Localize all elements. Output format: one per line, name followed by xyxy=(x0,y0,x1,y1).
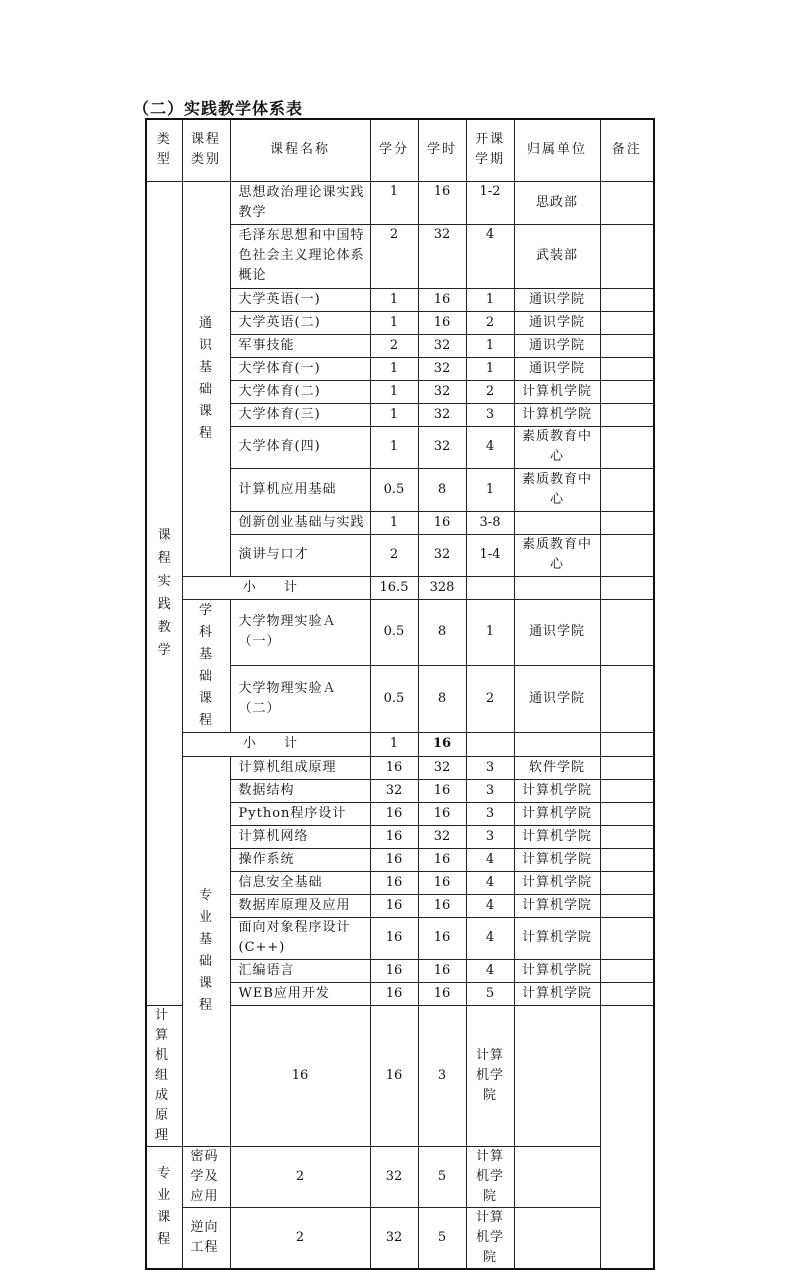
remarks-cell xyxy=(600,426,654,468)
unit-cell: 思政部 xyxy=(514,181,600,224)
course-name: 计算机网络 xyxy=(230,825,370,848)
remarks-cell xyxy=(600,802,654,825)
credit-cell: 2 xyxy=(370,224,418,288)
remarks-cell xyxy=(600,756,654,779)
subtotal-remarks xyxy=(600,576,654,599)
course-name: WEB应用开发 xyxy=(230,982,370,1005)
semester-cell: 5 xyxy=(466,982,514,1005)
semester-cell: 1 xyxy=(466,357,514,380)
subtotal-hours: 328 xyxy=(418,576,466,599)
hours-cell: 32 xyxy=(418,380,466,403)
semester-cell: 5 xyxy=(418,1207,466,1269)
semester-cell: 3 xyxy=(466,779,514,802)
remarks-cell xyxy=(514,1005,600,1146)
remarks-cell xyxy=(514,1146,600,1207)
credit-cell: 2 xyxy=(370,334,418,357)
hours-cell: 32 xyxy=(418,357,466,380)
credit-cell: 16 xyxy=(370,848,418,871)
unit-cell: 计算机学院 xyxy=(514,380,600,403)
table-row xyxy=(146,181,654,224)
remarks-cell xyxy=(600,534,654,576)
header-hours: 学时 xyxy=(418,119,466,181)
course-name: 数据库原理及应用 xyxy=(230,894,370,917)
semester-cell: 4 xyxy=(466,848,514,871)
credit-cell: 16 xyxy=(370,982,418,1005)
credit-cell: 2 xyxy=(230,1146,370,1207)
semester-cell: 1 xyxy=(466,599,514,666)
hours-cell: 32 xyxy=(418,224,466,288)
credit-cell: 16 xyxy=(370,825,418,848)
subtotal-semester xyxy=(466,576,514,599)
credit-cell: 1 xyxy=(370,181,418,224)
credit-cell: 1 xyxy=(370,357,418,380)
hours-cell: 16 xyxy=(418,288,466,311)
hours-cell: 16 xyxy=(418,311,466,334)
course-name: 大学物理实验Ａ（二） xyxy=(230,666,370,733)
header-type: 类型 xyxy=(146,119,182,181)
course-name: 大学体育(二) xyxy=(230,380,370,403)
credit-cell: 16 xyxy=(370,871,418,894)
semester-cell: 1-2 xyxy=(466,181,514,224)
hours-cell: 16 xyxy=(418,917,466,959)
semester-cell: 4 xyxy=(466,224,514,288)
course-name: 计算机应用基础 xyxy=(230,468,370,511)
remarks-cell xyxy=(600,511,654,534)
semester-cell: 3 xyxy=(466,756,514,779)
table-row xyxy=(146,1146,654,1207)
subtotal-label: 小 计 xyxy=(182,576,370,599)
unit-cell: 计算机学院 xyxy=(514,825,600,848)
course-name: 大学体育(四) xyxy=(230,426,370,468)
semester-cell: 3 xyxy=(418,1005,466,1146)
course-name: 数据结构 xyxy=(230,779,370,802)
subtotal-semester xyxy=(466,732,514,756)
unit-cell: 计算机学院 xyxy=(466,1146,514,1207)
credit-cell: 16 xyxy=(370,802,418,825)
subtotal-row xyxy=(146,576,654,599)
category-major-basic: 专业基础课程 xyxy=(182,756,230,1146)
credit-cell: 1 xyxy=(370,288,418,311)
unit-cell: 软件学院 xyxy=(514,756,600,779)
remarks-cell xyxy=(600,871,654,894)
course-name: 信息安全基础 xyxy=(230,871,370,894)
unit-cell: 计算机学院 xyxy=(514,917,600,959)
subtotal-label: 小 计 xyxy=(182,732,370,756)
header-row xyxy=(146,119,654,181)
course-name: 演讲与口才 xyxy=(230,534,370,576)
course-name: Python程序设计 xyxy=(230,802,370,825)
unit-cell: 通识学院 xyxy=(514,666,600,733)
hours-cell: 8 xyxy=(418,666,466,733)
semester-cell: 1 xyxy=(466,334,514,357)
hours-cell: 32 xyxy=(418,534,466,576)
course-name: 计算机组成原理 xyxy=(146,1005,182,1146)
credit-cell: 2 xyxy=(370,534,418,576)
credit-cell: 16 xyxy=(370,756,418,779)
subtotal-row xyxy=(146,732,654,756)
type-cell: 课程实践教学 xyxy=(146,181,182,1005)
unit-cell: 素质教育中心 xyxy=(514,426,600,468)
credit-cell: 1 xyxy=(370,511,418,534)
course-name: 毛泽东思想和中国特色社会主义理论体系概论 xyxy=(230,224,370,288)
unit-cell: 通识学院 xyxy=(514,334,600,357)
category-general: 通识基础课程 xyxy=(182,181,230,576)
credit-cell: 16 xyxy=(230,1005,370,1146)
unit-cell: 通识学院 xyxy=(514,311,600,334)
semester-cell: 4 xyxy=(466,894,514,917)
hours-cell: 32 xyxy=(370,1146,418,1207)
semester-cell: 4 xyxy=(466,917,514,959)
course-name: 面向对象程序设计(C++) xyxy=(230,917,370,959)
unit-cell: 计算机学院 xyxy=(514,779,600,802)
hours-cell: 8 xyxy=(418,468,466,511)
unit-cell: 计算机学院 xyxy=(514,802,600,825)
unit-cell xyxy=(514,511,600,534)
credit-cell: 1 xyxy=(370,403,418,426)
unit-cell: 通识学院 xyxy=(514,288,600,311)
unit-cell: 素质教育中心 xyxy=(514,468,600,511)
hours-cell: 32 xyxy=(418,756,466,779)
credit-cell: 2 xyxy=(230,1207,370,1269)
subtotal-unit xyxy=(514,576,600,599)
hours-cell: 32 xyxy=(418,403,466,426)
remarks-cell xyxy=(600,380,654,403)
remarks-cell xyxy=(600,599,654,666)
unit-cell: 通识学院 xyxy=(514,357,600,380)
unit-cell: 计算机学院 xyxy=(514,871,600,894)
unit-cell: 计算机学院 xyxy=(514,894,600,917)
hours-cell: 32 xyxy=(370,1207,418,1269)
hours-cell: 16 xyxy=(418,511,466,534)
subtotal-credit: 1 xyxy=(370,732,418,756)
remarks-cell xyxy=(600,288,654,311)
remarks-cell xyxy=(600,825,654,848)
remarks-cell xyxy=(600,779,654,802)
course-name: 军事技能 xyxy=(230,334,370,357)
hours-cell: 32 xyxy=(418,825,466,848)
credit-cell: 16 xyxy=(370,959,418,982)
semester-cell: 2 xyxy=(466,380,514,403)
course-name: 汇编语言 xyxy=(230,959,370,982)
semester-cell: 2 xyxy=(466,311,514,334)
course-name: 操作系统 xyxy=(230,848,370,871)
unit-cell: 计算机学院 xyxy=(514,848,600,871)
hours-cell: 16 xyxy=(418,982,466,1005)
credit-cell: 1 xyxy=(370,380,418,403)
hours-cell: 8 xyxy=(418,599,466,666)
category-major: 专业课程 xyxy=(146,1146,182,1269)
course-name: 计算机组成原理 xyxy=(230,756,370,779)
course-name: 大学体育(一) xyxy=(230,357,370,380)
unit-cell: 计算机学院 xyxy=(514,982,600,1005)
hours-cell: 16 xyxy=(418,181,466,224)
credit-cell: 16 xyxy=(370,917,418,959)
credit-cell: 16 xyxy=(370,894,418,917)
unit-cell: 计算机学院 xyxy=(514,403,600,426)
table-row xyxy=(146,756,654,779)
course-name: 逆向工程 xyxy=(182,1207,230,1269)
semester-cell: 1 xyxy=(466,468,514,511)
course-name: 密码学及应用 xyxy=(182,1146,230,1207)
remarks-cell xyxy=(600,917,654,959)
semester-cell: 5 xyxy=(418,1146,466,1207)
course-name: 大学英语(二) xyxy=(230,311,370,334)
course-name: 大学英语(一) xyxy=(230,288,370,311)
credit-cell: 1 xyxy=(370,426,418,468)
course-name: 创新创业基础与实践 xyxy=(230,511,370,534)
page-title: （二）实践教学体系表 xyxy=(133,99,304,118)
hours-cell: 16 xyxy=(418,779,466,802)
semester-cell: 3 xyxy=(466,403,514,426)
hours-cell: 16 xyxy=(418,871,466,894)
semester-cell: 1 xyxy=(466,288,514,311)
hours-cell: 16 xyxy=(370,1005,418,1146)
remarks-cell xyxy=(600,311,654,334)
remarks-cell xyxy=(600,959,654,982)
table-row xyxy=(146,1207,654,1269)
hours-cell: 16 xyxy=(418,894,466,917)
subtotal-hours: 16 xyxy=(418,732,466,756)
course-name: 大学体育(三) xyxy=(230,403,370,426)
remarks-cell xyxy=(600,403,654,426)
credit-cell: 32 xyxy=(370,779,418,802)
remarks-cell xyxy=(600,357,654,380)
header-remarks: 备注 xyxy=(600,119,654,181)
remarks-cell xyxy=(600,334,654,357)
semester-cell: 4 xyxy=(466,426,514,468)
unit-cell: 计算机学院 xyxy=(466,1005,514,1146)
hours-cell: 16 xyxy=(418,848,466,871)
subtotal-credit: 16.5 xyxy=(370,576,418,599)
header-unit: 归属单位 xyxy=(514,119,600,181)
header-semester: 开课学期 xyxy=(466,119,514,181)
remarks-cell xyxy=(600,468,654,511)
remarks-cell xyxy=(600,666,654,733)
category-discipline: 学科基础课程 xyxy=(182,599,230,732)
semester-cell: 2 xyxy=(466,666,514,733)
unit-cell: 素质教育中心 xyxy=(514,534,600,576)
table-row xyxy=(146,599,654,666)
unit-cell: 武装部 xyxy=(514,224,600,288)
remarks-cell xyxy=(514,1207,600,1269)
remarks-cell xyxy=(600,894,654,917)
hours-cell: 32 xyxy=(418,426,466,468)
semester-cell: 1-4 xyxy=(466,534,514,576)
credit-cell: 0.5 xyxy=(370,666,418,733)
hours-cell: 16 xyxy=(418,802,466,825)
semester-cell: 4 xyxy=(466,871,514,894)
course-name: 思想政治理论课实践教学 xyxy=(230,181,370,224)
header-course-name: 课程名称 xyxy=(230,119,370,181)
header-credit: 学分 xyxy=(370,119,418,181)
credit-cell: 1 xyxy=(370,311,418,334)
header-course-category: 课程类别 xyxy=(182,119,230,181)
remarks-cell xyxy=(600,982,654,1005)
credit-cell: 0.5 xyxy=(370,599,418,666)
credit-cell: 0.5 xyxy=(370,468,418,511)
unit-cell: 通识学院 xyxy=(514,599,600,666)
hours-cell: 16 xyxy=(418,959,466,982)
remarks-cell xyxy=(600,181,654,224)
unit-cell: 计算机学院 xyxy=(514,959,600,982)
course-name: 大学物理实验Ａ（一） xyxy=(230,599,370,666)
semester-cell: 3 xyxy=(466,802,514,825)
semester-cell: 3 xyxy=(466,825,514,848)
semester-cell: 4 xyxy=(466,959,514,982)
subtotal-remarks xyxy=(600,732,654,756)
unit-cell: 计算机学院 xyxy=(466,1207,514,1269)
remarks-cell xyxy=(600,224,654,288)
remarks-cell xyxy=(600,848,654,871)
subtotal-unit xyxy=(514,732,600,756)
semester-cell: 3-8 xyxy=(466,511,514,534)
hours-cell: 32 xyxy=(418,334,466,357)
practice-teaching-table xyxy=(145,118,655,1270)
